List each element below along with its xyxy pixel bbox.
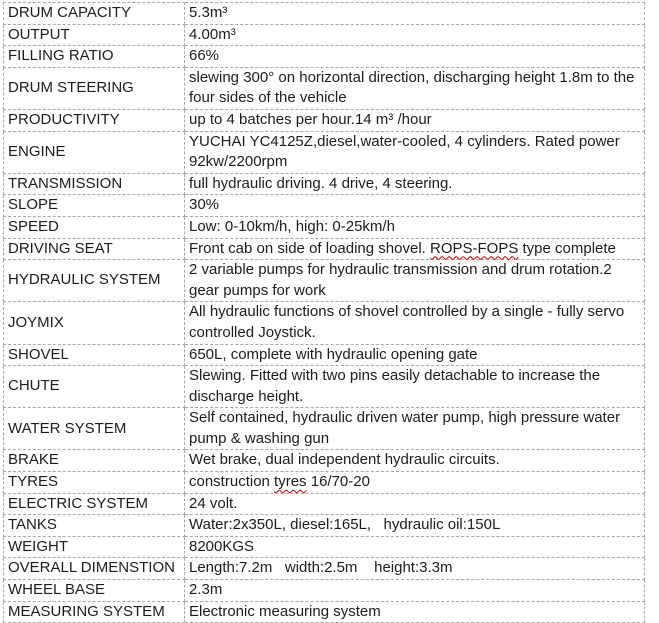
table-row — [4, 366, 645, 408]
spec-label-cell: OVERALL DIMENSTION — [4, 558, 185, 580]
spec-value-cell: All hydraulic functions of shovel controlled by a single - fully servo controlled Joystick. — [185, 302, 645, 344]
table-row — [4, 195, 645, 217]
spec-value-cell: 66% — [185, 46, 645, 68]
spec-value-cell: Slewing. Fitted with two pins easily detachable to increase the discharge height. — [185, 366, 645, 408]
table-row — [4, 109, 645, 131]
spec-value-cell: Electronic measuring system — [185, 601, 645, 623]
spec-value-cell: YUCHAI YC4125Z,diesel,water-cooled, 4 cylinders. Rated power 92kw/2200rpm — [185, 131, 645, 173]
table-row — [4, 46, 645, 68]
spec-table — [3, 2, 645, 623]
spec-label-cell: TANKS — [4, 515, 185, 537]
spec-value-cell — [185, 472, 645, 494]
spec-value-cell: Wet brake, dual independent hydraulic circuits. — [185, 450, 645, 472]
spec-label-cell: PRODUCTIVITY — [4, 109, 185, 131]
spec-value-cell: 8200KGS — [185, 536, 645, 558]
spec-value-cell: 4.00m³ — [185, 24, 645, 46]
table-row — [4, 238, 645, 260]
spec-value-cell: Low: 0-10km/h, high: 0-25km/h — [185, 216, 645, 238]
table-row — [4, 472, 645, 494]
spec-value-cell: 2 variable pumps for hydraulic transmission and drum rotation.2 gear pumps for work — [185, 260, 645, 302]
spec-label-cell: TYRES — [4, 472, 185, 494]
spec-value-cell: 650L, complete with hydraulic opening gate — [185, 344, 645, 366]
spec-value-cell: 24 volt. — [185, 493, 645, 515]
spec-label-cell: FILLING RATIO — [4, 46, 185, 68]
table-row — [4, 344, 645, 366]
spec-label-cell: WEIGHT — [4, 536, 185, 558]
spec-label-cell: TRANSMISSION — [4, 173, 185, 195]
spec-value-cell: 5.3m³ — [185, 3, 645, 25]
table-row — [4, 173, 645, 195]
spec-value-cell: slewing 300° on horizontal direction, discharging height 1.8m to the four sides of the vehicle — [185, 67, 645, 109]
spec-value-segment: Front cab on side of loading shovel. — [189, 239, 430, 257]
spec-value-cell: Length:7.2m width:2.5m height:3.3m — [185, 558, 645, 580]
table-row — [4, 408, 645, 450]
spec-label-cell: DRIVING SEAT — [4, 238, 185, 260]
spec-label-cell: JOYMIX — [4, 302, 185, 344]
spec-label-cell: DRUM STEERING — [4, 67, 185, 109]
table-row — [4, 580, 645, 602]
table-row — [4, 24, 645, 46]
spec-value-cell: full hydraulic driving. 4 drive, 4 steering. — [185, 173, 645, 195]
spec-label-cell: WATER SYSTEM — [4, 408, 185, 450]
spec-label-cell: OUTPUT — [4, 24, 185, 46]
spec-label-cell: BRAKE — [4, 450, 185, 472]
table-row — [4, 558, 645, 580]
table-row — [4, 260, 645, 302]
table-row — [4, 493, 645, 515]
table-row — [4, 302, 645, 344]
spec-value-cell: 2.3m — [185, 580, 645, 602]
table-row — [4, 67, 645, 109]
spec-label-cell: CHUTE — [4, 366, 185, 408]
spec-value-segment: construction — [189, 473, 275, 491]
spec-value-cell — [185, 238, 645, 260]
misspelled-word: ROPS-FOPS — [429, 239, 519, 257]
table-row — [4, 216, 645, 238]
table-row — [4, 515, 645, 537]
spec-table-body — [4, 3, 645, 623]
spec-value-cell: up to 4 batches per hour.14 m³ /hour — [185, 109, 645, 131]
spec-label-cell: SHOVEL — [4, 344, 185, 366]
misspelled-word: tyres — [274, 473, 307, 491]
spec-value-segment: 16/70-20 — [306, 473, 370, 491]
table-row — [4, 131, 645, 173]
table-row — [4, 536, 645, 558]
spec-label-cell: SLOPE — [4, 195, 185, 217]
spec-label-cell: HYDRAULIC SYSTEM — [4, 260, 185, 302]
spec-label-cell: ENGINE — [4, 131, 185, 173]
table-row — [4, 450, 645, 472]
spec-value-cell: Water:2x350L, diesel:165L, hydraulic oil:150L — [185, 515, 645, 537]
table-row — [4, 601, 645, 623]
spec-label-cell: SPEED — [4, 216, 185, 238]
spec-value-cell: Self contained, hydraulic driven water pump, high pressure water pump & washing gun — [185, 408, 645, 450]
spec-label-cell: WHEEL BASE — [4, 580, 185, 602]
spec-value-segment: type complete — [518, 239, 616, 257]
spec-value-cell: 30% — [185, 195, 645, 217]
spec-label-cell: MEASURING SYSTEM — [4, 601, 185, 623]
spec-label-cell: ELECTRIC SYSTEM — [4, 493, 185, 515]
spec-label-cell: DRUM CAPACITY — [4, 3, 185, 25]
table-row — [4, 3, 645, 25]
